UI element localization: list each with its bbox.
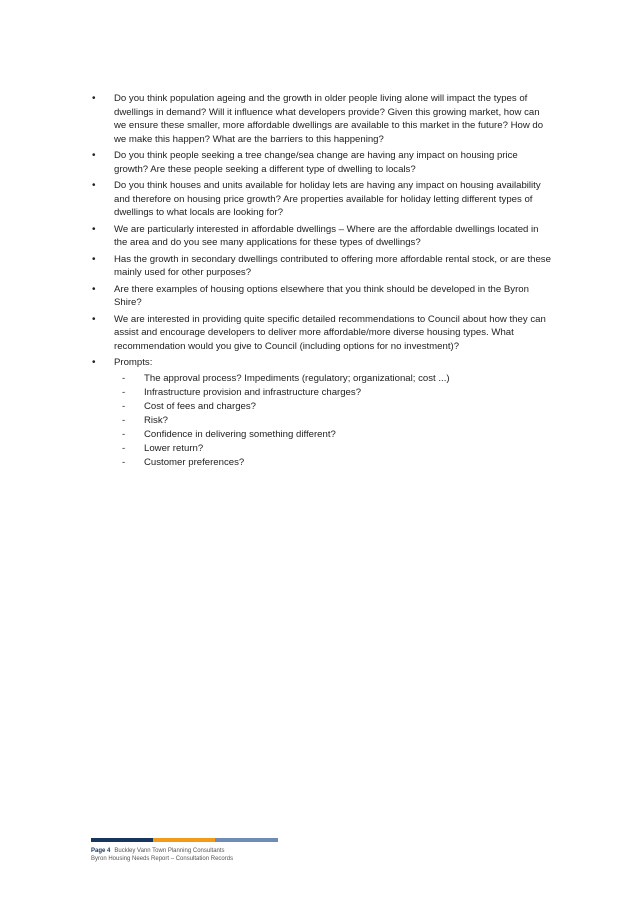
footer-color-bar (91, 838, 278, 842)
dash-icon: - (122, 400, 126, 412)
prompt-text: Infrastructure provision and infrastructure charges? (144, 386, 362, 398)
bullet-icon: • (92, 253, 96, 265)
report-title: Byron Housing Needs Report – Consultation Records (91, 856, 234, 862)
list-item (92, 313, 552, 354)
page-number: Page 4 (91, 848, 111, 854)
dash-icon: - (122, 386, 126, 398)
company-name: Buckley Vann Town Planning Consultants (114, 848, 225, 854)
question-list (92, 92, 552, 470)
prompt-text: Cost of fees and charges? (144, 400, 256, 412)
prompt-item (122, 400, 552, 414)
prompt-item (122, 386, 552, 400)
prompts-list (114, 372, 552, 470)
question-text: We are particularly interested in affordable dwellings – Where are the affordable dwellings located in the area and do you see many applications for these types of dwellings? (114, 223, 539, 248)
list-item (92, 92, 552, 146)
prompts-heading: Prompts: (114, 357, 153, 368)
footer-line-1 (91, 847, 331, 855)
question-text: Do you think population ageing and the growth in older people living alone will impact the types of dwellings in demand? Will it influence what developers provide? Given this growing market, how can we ensure these smaller, more affordable dwellings are available to this market in the future? How do we make this happen? What are the barriers to this happening? (114, 93, 544, 145)
bullet-icon: • (92, 223, 96, 235)
prompt-text: The approval process? Impediments (regulatory; organizational; cost ...) (144, 372, 450, 384)
prompt-item (122, 372, 552, 386)
question-text: Do you think people seeking a tree change/sea change are having any impact on housing price growth? Are these people seeking a different type of dwelling to locals? (114, 150, 518, 175)
list-item (92, 149, 552, 176)
footer-bar-navy (91, 838, 153, 842)
dash-icon: - (122, 414, 126, 426)
prompt-item (122, 456, 552, 470)
list-item (92, 283, 552, 310)
dash-icon: - (122, 428, 126, 440)
bullet-icon: • (92, 313, 96, 325)
list-item (92, 179, 552, 220)
question-text: We are interested in providing quite specific detailed recommendations to Council about how they can assist and encourage developers to deliver more affordable/more diverse housing types. What recommendation would you give to Council (including options for no investment)? (114, 313, 546, 352)
bullet-icon: • (92, 180, 96, 191)
bullet-icon: • (92, 150, 96, 161)
prompt-text: Customer preferences? (144, 456, 245, 468)
prompt-item (122, 428, 552, 442)
dash-icon: - (122, 442, 126, 454)
prompt-text: Risk? (144, 414, 168, 426)
question-text: Has the growth in secondary dwellings contributed to offering more affordable rental stock, or are these mainly used for other purposes? (114, 253, 551, 278)
list-item (92, 253, 552, 280)
list-item-prompts (92, 356, 552, 470)
list-item (92, 223, 552, 250)
question-text: Are there examples of housing options elsewhere that you think should be developed in the Byron Shire? (114, 283, 529, 308)
bullet-icon: • (92, 283, 96, 295)
page-footer (91, 838, 331, 863)
footer-bar-blue (215, 838, 278, 842)
bullet-icon: • (92, 93, 96, 104)
bullet-icon: • (92, 357, 96, 368)
dash-icon: - (122, 372, 126, 384)
prompt-text: Confidence in delivering something different? (144, 428, 336, 440)
prompt-item (122, 442, 552, 456)
page-content (92, 92, 552, 473)
question-text: Do you think houses and units available for holiday lets are having any impact on housing availability and therefore on housing price growth? Are properties available for holiday letting different types of dwellings to what locals are looking for? (114, 180, 541, 218)
prompt-item (122, 414, 552, 428)
footer-bar-orange (153, 838, 215, 842)
dash-icon: - (122, 456, 126, 468)
prompt-text: Lower return? (144, 442, 204, 454)
